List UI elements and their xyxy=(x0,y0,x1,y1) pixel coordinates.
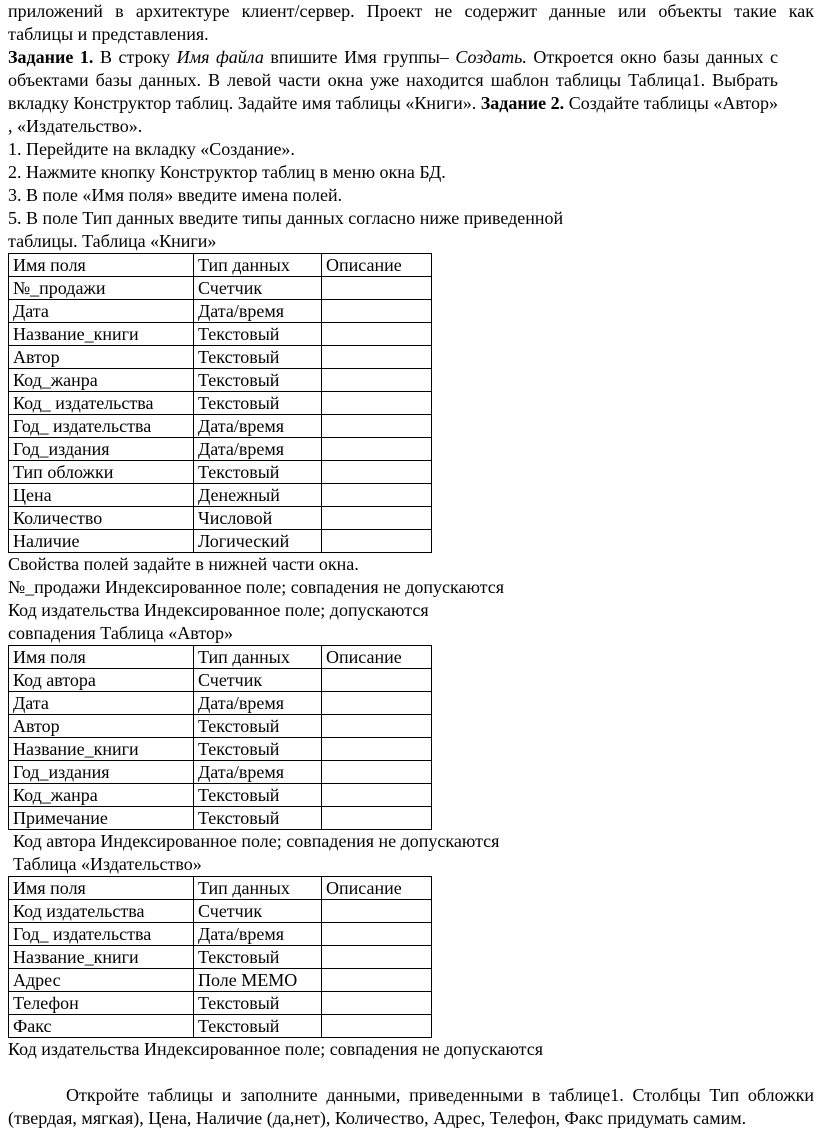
description-cell xyxy=(322,530,432,553)
table-row xyxy=(9,369,432,392)
table-row xyxy=(9,1015,432,1038)
description-cell xyxy=(322,438,432,461)
table-row xyxy=(9,461,432,484)
table-row xyxy=(9,507,432,530)
table-row xyxy=(9,784,432,807)
data-type-cell: Денежный xyxy=(194,484,322,507)
step-1: 1. Перейдите на вкладку «Создание». xyxy=(8,139,295,159)
field-name-cell: Дата xyxy=(9,300,194,323)
author-note-1: Код автора Индексированное поле; совпадения не допускаются xyxy=(13,831,500,851)
field-name-cell: Год_издания xyxy=(9,761,194,784)
description-cell xyxy=(322,300,432,323)
table-row xyxy=(9,992,432,1015)
field-name-cell: Код_ издательства xyxy=(9,392,194,415)
intro-line-2: таблицы и представления. xyxy=(8,24,209,44)
field-name-cell: Телефон xyxy=(9,992,194,1015)
description-cell xyxy=(322,323,432,346)
header-data-type: Тип данных xyxy=(194,254,322,277)
data-type-cell: Дата/время xyxy=(194,761,322,784)
table-row xyxy=(9,807,432,830)
description-cell xyxy=(322,392,432,415)
task1-text-1: В строку xyxy=(93,47,177,67)
books-table-caption: таблицы. Таблица «Книги» xyxy=(8,231,217,251)
table-row xyxy=(9,415,432,438)
data-type-cell: Счетчик xyxy=(194,669,322,692)
table-row xyxy=(9,438,432,461)
field-name-cell: Код автора xyxy=(9,669,194,692)
table-row xyxy=(9,923,432,946)
field-name-cell: Код издательства xyxy=(9,900,194,923)
author-note-2: Таблица «Издательство» xyxy=(13,854,202,874)
header-description: Описание xyxy=(322,877,432,900)
data-type-cell: Текстовый xyxy=(194,346,322,369)
table-row xyxy=(9,484,432,507)
data-type-cell: Текстовый xyxy=(194,738,322,761)
header-data-type: Тип данных xyxy=(194,877,322,900)
description-cell xyxy=(322,738,432,761)
data-type-cell: Дата/время xyxy=(194,415,322,438)
table-row xyxy=(9,300,432,323)
data-type-cell: Числовой xyxy=(194,507,322,530)
task1-filename-term: Имя файла xyxy=(176,47,264,67)
description-cell xyxy=(322,277,432,300)
field-name-cell: Тип обложки xyxy=(9,461,194,484)
table-row xyxy=(9,969,432,992)
field-name-cell: Дата xyxy=(9,692,194,715)
table-row xyxy=(9,323,432,346)
description-cell xyxy=(322,715,432,738)
description-cell xyxy=(322,807,432,830)
task1-create-term: Создать. xyxy=(455,47,527,67)
data-type-cell: Текстовый xyxy=(194,715,322,738)
description-cell xyxy=(322,1015,432,1038)
data-type-cell: Поле МЕМО xyxy=(194,969,322,992)
blank-line xyxy=(8,1061,814,1084)
field-name-cell: Год_ издательства xyxy=(9,415,194,438)
step-3: 3. В поле «Имя поля» введите имена полей. xyxy=(8,185,343,205)
step-5: 5. В поле Тип данных введите типы данных согласно ниже приведенной xyxy=(8,208,564,228)
field-name-cell: Название_книги xyxy=(9,946,194,969)
books-note-3: Код издательства Индексированное поле; допускаются xyxy=(8,600,429,620)
field-name-cell: Количество xyxy=(9,507,194,530)
description-cell xyxy=(322,784,432,807)
books-note-1: Свойства полей задайте в нижней части окна. xyxy=(8,554,359,574)
data-type-cell: Текстовый xyxy=(194,369,322,392)
field-name-cell: Наличие xyxy=(9,530,194,553)
data-type-cell: Логический xyxy=(194,530,322,553)
table-row xyxy=(9,946,432,969)
task2-label: Задание 2. xyxy=(480,93,565,113)
books-table xyxy=(8,253,432,553)
table-row xyxy=(9,530,432,553)
table-header-row xyxy=(9,646,432,669)
field-name-cell: Примечание xyxy=(9,807,194,830)
table-row xyxy=(9,715,432,738)
task1-text-2: впишите Имя группы– xyxy=(263,47,456,67)
description-cell xyxy=(322,692,432,715)
field-name-cell: Факс xyxy=(9,1015,194,1038)
data-type-cell: Текстовый xyxy=(194,784,322,807)
task1-text-3: Откроется окно базы данных с объектами базы данных. В левой части окна уже находится шаблон таблицы Таблица1. Выбрать вкладку Конструктор таблиц. Задайте имя таблицы «Книги». xyxy=(8,47,778,113)
field-name-cell: Год_ издательства xyxy=(9,923,194,946)
data-type-cell: Текстовый xyxy=(194,807,322,830)
field-name-cell: Код_жанра xyxy=(9,784,194,807)
table-header-row xyxy=(9,877,432,900)
description-cell xyxy=(322,461,432,484)
publisher-table xyxy=(8,876,432,1038)
field-name-cell: Автор xyxy=(9,346,194,369)
data-type-cell: Счетчик xyxy=(194,277,322,300)
books-note-4: совпадения Таблица «Автор» xyxy=(8,623,233,643)
data-type-cell: Дата/время xyxy=(194,692,322,715)
table-row xyxy=(9,761,432,784)
task2-text: Создайте таблицы «Автор» , «Издательство». xyxy=(8,93,779,136)
description-cell xyxy=(322,669,432,692)
field-name-cell: Код_жанра xyxy=(9,369,194,392)
publisher-note: Код издательства Индексированное поле; совпадения не допускаются xyxy=(8,1039,544,1059)
field-name-cell: Название_книги xyxy=(9,323,194,346)
data-type-cell: Дата/время xyxy=(194,438,322,461)
header-field-name: Имя поля xyxy=(9,646,194,669)
step-2: 2. Нажмите кнопку Конструктор таблиц в меню окна БД. xyxy=(8,162,446,182)
field-name-cell: Название_книги xyxy=(9,738,194,761)
description-cell xyxy=(322,992,432,1015)
header-field-name: Имя поля xyxy=(9,877,194,900)
header-description: Описание xyxy=(322,254,432,277)
data-type-cell: Дата/время xyxy=(194,300,322,323)
document-page xyxy=(8,0,814,1130)
field-name-cell: Автор xyxy=(9,715,194,738)
data-type-cell: Текстовый xyxy=(194,1015,322,1038)
table-row xyxy=(9,669,432,692)
description-cell xyxy=(322,369,432,392)
author-table xyxy=(8,645,432,830)
description-cell xyxy=(322,761,432,784)
header-description: Описание xyxy=(322,646,432,669)
table-row xyxy=(9,392,432,415)
description-cell xyxy=(322,900,432,923)
intro-line-1: приложений в архитектуре клиент/сервер. Проект не содержит данные или объекты такие как xyxy=(8,1,814,21)
data-type-cell: Текстовый xyxy=(194,392,322,415)
header-data-type: Тип данных xyxy=(194,646,322,669)
table-row xyxy=(9,346,432,369)
data-type-cell: Текстовый xyxy=(194,946,322,969)
data-type-cell: Текстовый xyxy=(194,992,322,1015)
field-name-cell: №_продажи xyxy=(9,277,194,300)
data-type-cell: Счетчик xyxy=(194,900,322,923)
data-type-cell: Дата/время xyxy=(194,923,322,946)
table-row xyxy=(9,692,432,715)
field-name-cell: Адрес xyxy=(9,969,194,992)
header-field-name: Имя поля xyxy=(9,254,194,277)
description-cell xyxy=(322,507,432,530)
data-type-cell: Текстовый xyxy=(194,323,322,346)
description-cell xyxy=(322,923,432,946)
table-row xyxy=(9,738,432,761)
final-line-2: (твердая, мягкая), Цена, Наличие (да,нет), Количество, Адрес, Телефон, Факс придумать самим. xyxy=(8,1108,747,1128)
books-note-2: №_продажи Индексированное поле; совпадения не допускаются xyxy=(8,577,505,597)
description-cell xyxy=(322,484,432,507)
description-cell xyxy=(322,969,432,992)
field-name-cell: Год_издания xyxy=(9,438,194,461)
task1-paragraph xyxy=(8,46,778,138)
table-header-row xyxy=(9,254,432,277)
description-cell xyxy=(322,346,432,369)
final-line-1: Откройте таблицы и заполните данными, приведенными в таблице1. Столбцы Тип обложки xyxy=(66,1085,814,1105)
task1-label: Задание 1. xyxy=(8,47,94,67)
description-cell xyxy=(322,415,432,438)
description-cell xyxy=(322,946,432,969)
data-type-cell: Текстовый xyxy=(194,461,322,484)
field-name-cell: Цена xyxy=(9,484,194,507)
table-row xyxy=(9,277,432,300)
table-row xyxy=(9,900,432,923)
